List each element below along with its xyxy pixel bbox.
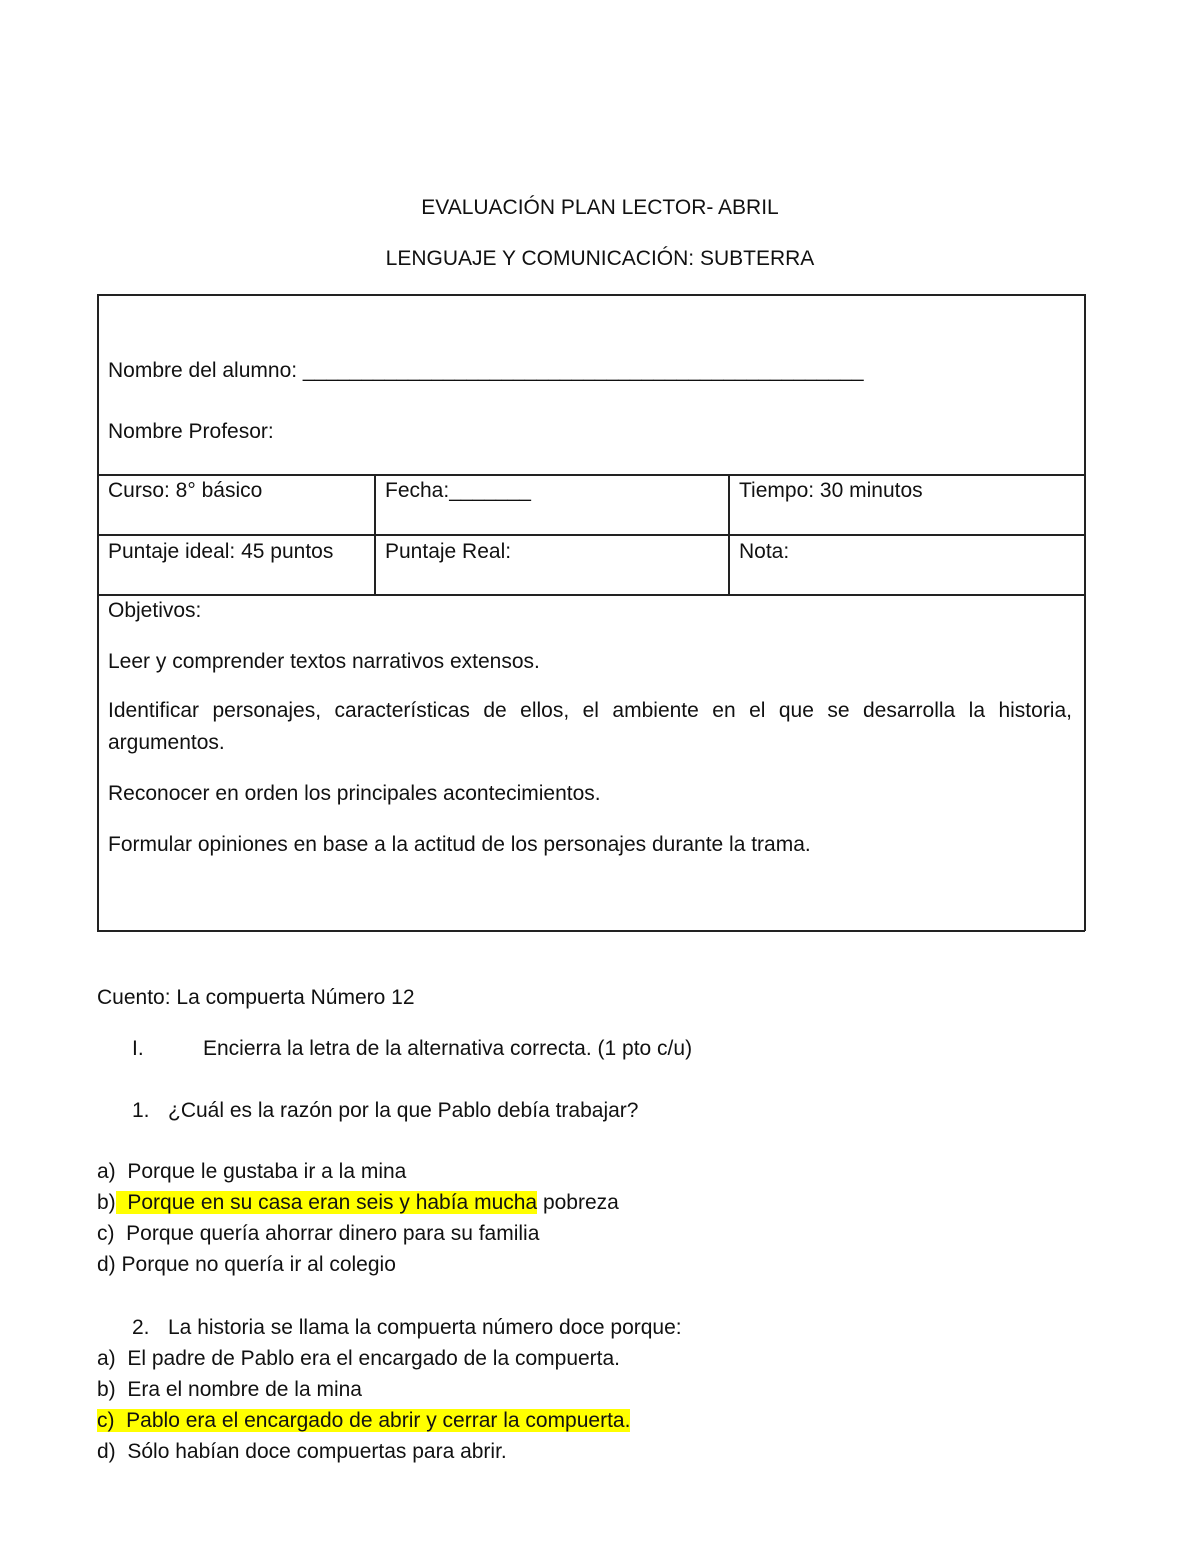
table-divider [97, 594, 1085, 596]
objective-item: Reconocer en orden los principales acontecimientos. [108, 782, 601, 805]
option-item-correct[interactable] [97, 1409, 630, 1432]
course-cell: Curso: 8° básico [108, 479, 263, 502]
info-table [97, 294, 1085, 931]
real-score-field[interactable]: Puntaje Real: [385, 540, 512, 563]
option-letter: b) [97, 1378, 116, 1401]
option-text: Sólo habían doce compuertas para abrir. [127, 1440, 507, 1463]
option-letter: d) [97, 1253, 116, 1276]
option-text-highlighted: Pablo era el encargado de abrir y cerrar la compuerta. [126, 1409, 631, 1432]
table-border [97, 294, 99, 931]
option-text: pobreza [537, 1191, 619, 1214]
table-divider [97, 534, 1085, 536]
story-title: Cuento: La compuerta Número 12 [97, 986, 415, 1009]
option-letter: c) [97, 1409, 115, 1432]
option-letter: b) [97, 1191, 116, 1214]
option-item[interactable] [97, 1440, 507, 1463]
student-name-field[interactable]: Nombre del alumno: ________________________________________________ [108, 359, 864, 382]
option-item[interactable] [97, 1160, 406, 1183]
question-text: La historia se llama la compuerta número doce porque: [168, 1316, 682, 1339]
table-divider [728, 474, 730, 595]
question-number: 2. [132, 1316, 150, 1339]
table-divider [374, 474, 376, 595]
option-text-highlighted: Porque en su casa eran seis y había mucha [127, 1191, 538, 1214]
option-letter: a) [97, 1160, 116, 1183]
option-item[interactable] [97, 1347, 620, 1370]
table-border [97, 930, 1085, 932]
page-title: EVALUACIÓN PLAN LECTOR- ABRIL [421, 196, 779, 219]
table-border [97, 294, 1085, 296]
grade-field[interactable]: Nota: [739, 540, 790, 563]
table-border [1084, 294, 1086, 931]
option-letter: a) [97, 1347, 116, 1370]
section-numeral: I. [132, 1037, 144, 1060]
option-text: Porque le gustaba ir a la mina [127, 1160, 407, 1183]
option-letter: d) [97, 1440, 116, 1463]
option-text: El padre de Pablo era el encargado de la compuerta. [127, 1347, 621, 1370]
date-field[interactable]: Fecha:_______ [385, 479, 531, 502]
option-text: Porque quería ahorrar dinero para su familia [126, 1222, 540, 1245]
teacher-name-field[interactable]: Nombre Profesor: [108, 420, 274, 443]
option-letter: c) [97, 1222, 115, 1245]
question-text: ¿Cuál es la razón por la que Pablo debía trabajar? [168, 1099, 639, 1122]
page-subtitle: LENGUAJE Y COMUNICACIÓN: SUBTERRA [385, 247, 815, 270]
objectives-heading: Objetivos: [108, 599, 202, 622]
option-text: Era el nombre de la mina [127, 1378, 362, 1401]
question-number: 1. [132, 1099, 150, 1122]
time-cell: Tiempo: 30 minutos [739, 479, 923, 502]
ideal-score-cell: Puntaje ideal: 45 puntos [108, 540, 334, 563]
objective-item: Leer y comprender textos narrativos extensos. [108, 650, 540, 673]
option-item[interactable] [97, 1222, 539, 1245]
option-text: Porque no quería ir al colegio [121, 1253, 396, 1276]
option-item[interactable] [97, 1253, 396, 1276]
option-item-correct[interactable] [97, 1191, 619, 1214]
objective-item: Identificar personajes, características de ellos, el ambiente en el que se desarrolla la historia, argumentos. [108, 699, 1072, 754]
table-divider [97, 474, 1085, 476]
option-item[interactable] [97, 1378, 362, 1401]
objective-item: Formular opiniones en base a la actitud de los personajes durante la trama. [108, 833, 811, 856]
section-instruction: Encierra la letra de la alternativa correcta. (1 pto c/u) [203, 1037, 693, 1060]
